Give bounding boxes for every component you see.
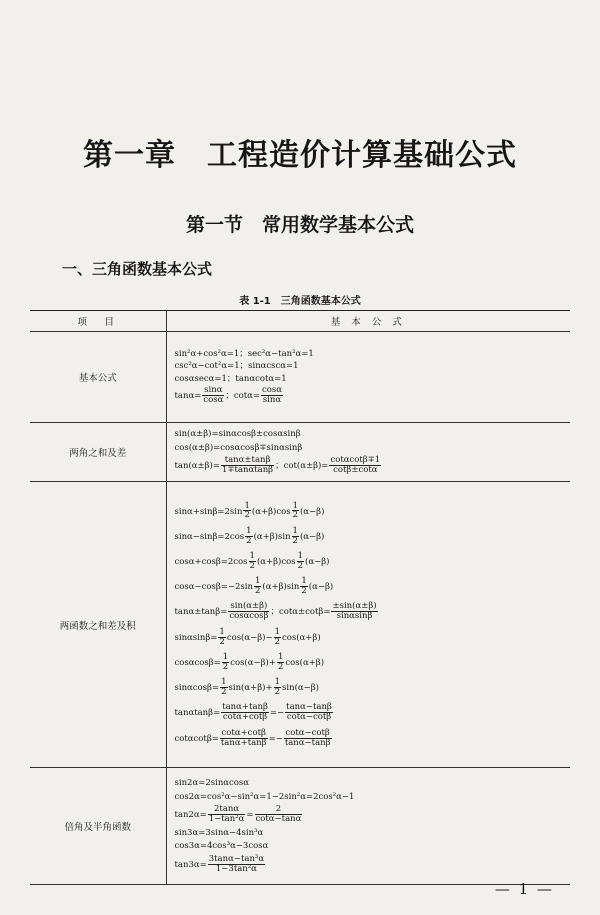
formula-text: (α−β) — [305, 556, 330, 567]
fraction-denominator: 2 — [244, 510, 250, 521]
formula-text: (α−β) — [299, 531, 325, 542]
formula-text: sin(α±β)=sinαcosβ±cosαsinβ — [174, 429, 301, 440]
table-row-sum-diff — [30, 423, 570, 482]
formula-line — [175, 729, 571, 748]
formula-line — [175, 828, 571, 838]
fraction-numerator: 2 — [255, 805, 303, 815]
fraction-denominator: 1∓tanαtanβ — [222, 464, 274, 475]
formula-text: sinαcosβ= — [174, 683, 220, 694]
formula-line — [175, 778, 571, 788]
fraction-numerator: tanα+tanβ — [222, 702, 268, 713]
fraction-numerator: 1 — [244, 500, 250, 511]
formula-cell — [166, 423, 570, 482]
fraction-denominator: sinα — [262, 395, 282, 406]
formula-text: cosα−cosβ=−2sin — [174, 582, 253, 593]
fraction — [243, 502, 250, 521]
formula-text: cosαsecα=1；tanαcotα=1 — [174, 373, 287, 384]
formula-text: tan2α= — [174, 810, 207, 821]
formula-line — [175, 653, 571, 672]
formula-text: tanαtanβ= — [174, 708, 221, 719]
formula-text: cos(α+β) — [285, 657, 325, 668]
formula-line — [175, 456, 571, 475]
fraction — [222, 653, 229, 672]
fraction-denominator: 1−tan²α — [208, 814, 245, 825]
fraction — [292, 502, 299, 521]
fraction-denominator: 2 — [292, 535, 298, 546]
formula-text: sin(α+β)+ — [228, 683, 273, 694]
formula-text: (α−β) — [308, 582, 334, 593]
fraction-numerator: 1 — [297, 550, 304, 561]
formula-line — [175, 678, 571, 697]
formula-text: (α−β) — [299, 506, 325, 517]
section-title: 第一节 常用数学基本公式 — [185, 214, 414, 236]
fraction-denominator: cotα−cotβ — [286, 712, 332, 723]
formula-text: ；cotα= — [225, 391, 260, 402]
chapter-title: 第一章 工程造价计算基础公式 — [83, 138, 517, 173]
formula-text: tan3α= — [174, 860, 207, 871]
fraction-numerator: 1 — [254, 576, 261, 587]
row-item-label: 基本公式 — [30, 332, 166, 423]
table-row-product — [30, 482, 570, 768]
fraction-numerator: 1 — [292, 500, 298, 511]
fraction-denominator: 2 — [277, 661, 284, 672]
fraction-denominator: sinαsinβ — [336, 611, 373, 622]
formula-line — [175, 855, 571, 874]
fraction-numerator: 1 — [249, 550, 255, 561]
formula-text: sinα+sinβ=2sin — [174, 506, 243, 517]
subsection-title: 一、三角函数基本公式 — [62, 260, 213, 278]
table-row-basic — [30, 332, 570, 423]
fraction-numerator: 1 — [274, 677, 281, 688]
fraction — [220, 729, 268, 748]
fraction-numerator: cosα — [261, 385, 282, 396]
fraction-numerator: 1 — [274, 626, 281, 637]
fraction — [221, 703, 269, 722]
formula-text: cos2α=cos²α−sin²α=1−2sin²α=2cos²α−1 — [174, 791, 355, 802]
fraction — [249, 552, 256, 571]
fraction-numerator: sin(α±β) — [228, 602, 269, 612]
table-header-row — [30, 311, 570, 332]
fraction-denominator: tanα−tanβ — [284, 737, 331, 748]
fraction-denominator: 1−3tan²α — [215, 864, 257, 875]
formula-text: sin2α=2sinαcosα — [174, 778, 250, 789]
formula-line — [175, 805, 571, 824]
formula-line — [175, 792, 571, 802]
fraction — [292, 527, 299, 546]
formula-text: tanα±tanβ= — [174, 607, 228, 618]
formula-text: (α+β)cos — [251, 506, 291, 517]
fraction-numerator: 1 — [292, 525, 298, 536]
fraction-numerator: 1 — [219, 626, 225, 637]
fraction — [284, 729, 332, 748]
fraction-denominator: cotα−tanα — [255, 814, 302, 825]
fraction — [254, 577, 261, 596]
formula-line — [175, 703, 571, 722]
fraction-denominator: 2 — [219, 636, 225, 647]
header-formula: 基 本 公 式 — [166, 311, 570, 332]
fraction-numerator: cotα−cotβ — [285, 727, 330, 738]
fraction — [329, 456, 381, 475]
fraction-denominator: 2 — [222, 661, 229, 672]
fraction — [261, 386, 283, 405]
fraction-numerator: 2tanα — [208, 805, 246, 815]
formula-text: =− — [269, 708, 285, 719]
formula-text: sin(α−β) — [282, 683, 319, 694]
fraction-numerator: tanα±tanβ — [221, 456, 274, 466]
fraction-denominator: cotα+cotβ — [222, 712, 268, 723]
formula-text: cos(α±β)=cosαcosβ∓sinαsinβ — [174, 442, 303, 453]
table-caption: 表 1-1 三角函数基本公式 — [239, 296, 361, 307]
fraction-denominator: 2 — [297, 560, 304, 571]
formula-line — [175, 386, 571, 405]
fraction-numerator: 3tanα−tan³α — [208, 854, 265, 865]
formula-text: sinα−sinβ=2cos — [174, 531, 245, 542]
formula-line — [175, 628, 571, 647]
row-item-label: 两函数之和差及积 — [30, 482, 166, 768]
formula-text: ；cot(α±β)= — [275, 460, 329, 471]
formula-cell — [166, 768, 570, 885]
fraction-numerator: cotα+cotβ — [221, 727, 266, 738]
fraction-denominator: 2 — [254, 586, 261, 597]
table-row-multiple-angle — [30, 768, 570, 885]
fraction-denominator: 2 — [292, 510, 298, 521]
formula-text: tan(α±β)= — [174, 460, 220, 471]
fraction-numerator: 1 — [301, 576, 307, 587]
formula-text: (α+β)cos — [256, 556, 296, 567]
fraction — [300, 577, 307, 596]
formula-text: (α+β)sin — [253, 531, 291, 542]
formula-text: cotαcotβ= — [174, 733, 219, 744]
fraction — [277, 653, 284, 672]
fraction-denominator: 2 — [246, 535, 252, 546]
formula-text: cos3α=4cos³α−3cosα — [174, 841, 269, 852]
formula-line — [175, 577, 571, 596]
formula-cell — [166, 482, 570, 768]
formula-line — [175, 349, 571, 359]
formula-line — [175, 374, 571, 384]
formula-text: =− — [268, 733, 283, 744]
fraction — [208, 805, 246, 824]
formula-line — [175, 841, 571, 851]
fraction — [331, 602, 377, 621]
fraction — [218, 628, 225, 647]
page-number: — 1 — — [494, 880, 554, 898]
formula-text: cos(α−β)+ — [230, 657, 276, 668]
fraction-numerator: 1 — [277, 651, 284, 662]
formula-text: sinαsinβ= — [174, 632, 218, 643]
formula-text: cosαcosβ= — [174, 657, 221, 668]
fraction-numerator: 1 — [221, 677, 227, 688]
formula-line — [175, 443, 571, 453]
formula-text: = — [246, 810, 254, 821]
fraction — [221, 456, 274, 475]
fraction — [297, 552, 304, 571]
formula-text: cos(α+β) — [282, 632, 321, 643]
header-item: 项 目 — [30, 311, 166, 332]
fraction — [208, 855, 265, 874]
row-item-label: 倍角及半角函数 — [30, 768, 166, 885]
fraction-denominator: 2 — [274, 687, 281, 698]
fraction — [274, 678, 281, 697]
formula-line — [175, 552, 571, 571]
row-item-label: 两角之和及差 — [30, 423, 166, 482]
formula-line — [175, 602, 571, 621]
fraction-denominator: tanα+tanβ — [220, 737, 267, 748]
formula-line — [175, 502, 571, 521]
fraction-denominator: cosα — [203, 395, 224, 406]
formula-line — [175, 429, 571, 439]
fraction-denominator: 2 — [249, 560, 255, 571]
fraction-denominator: 2 — [274, 636, 281, 647]
fraction — [228, 602, 269, 621]
fraction — [255, 805, 303, 824]
fraction-numerator: tanα−tanβ — [286, 702, 332, 713]
fraction-denominator: 2 — [301, 586, 307, 597]
formula-text: cosα+cosβ=2cos — [174, 556, 248, 567]
formula-text: tanα= — [174, 391, 202, 402]
fraction-denominator: cotβ±cotα — [333, 464, 378, 475]
formula-line — [175, 527, 571, 546]
fraction — [245, 527, 252, 546]
formula-text: (α+β)sin — [262, 582, 300, 593]
fraction-numerator: 1 — [222, 651, 229, 662]
formula-table — [30, 310, 570, 885]
formula-text: ；cotα±cotβ= — [270, 607, 331, 618]
fraction — [274, 628, 281, 647]
fraction-numerator: cotαcotβ∓1 — [330, 454, 381, 465]
formula-text: cos(α−β)− — [226, 632, 273, 643]
fraction — [202, 386, 224, 405]
fraction-denominator: 2 — [221, 687, 227, 698]
fraction — [285, 703, 333, 722]
fraction-numerator: ±sin(α±β) — [332, 601, 377, 612]
formula-cell — [166, 332, 570, 423]
fraction — [220, 678, 227, 697]
fraction-denominator: cosαcosβ — [229, 611, 269, 622]
fraction-numerator: sinα — [204, 385, 223, 396]
formula-text: csc²α−cot²α=1；sinαcscα=1 — [174, 361, 299, 372]
fraction-numerator: 1 — [246, 525, 252, 536]
formula-text: sin3α=3sinα−4sin³α — [174, 827, 264, 838]
formula-text: sin²α+cos²α=1；sec²α−tan²α=1 — [174, 348, 314, 359]
formula-line — [175, 361, 571, 371]
